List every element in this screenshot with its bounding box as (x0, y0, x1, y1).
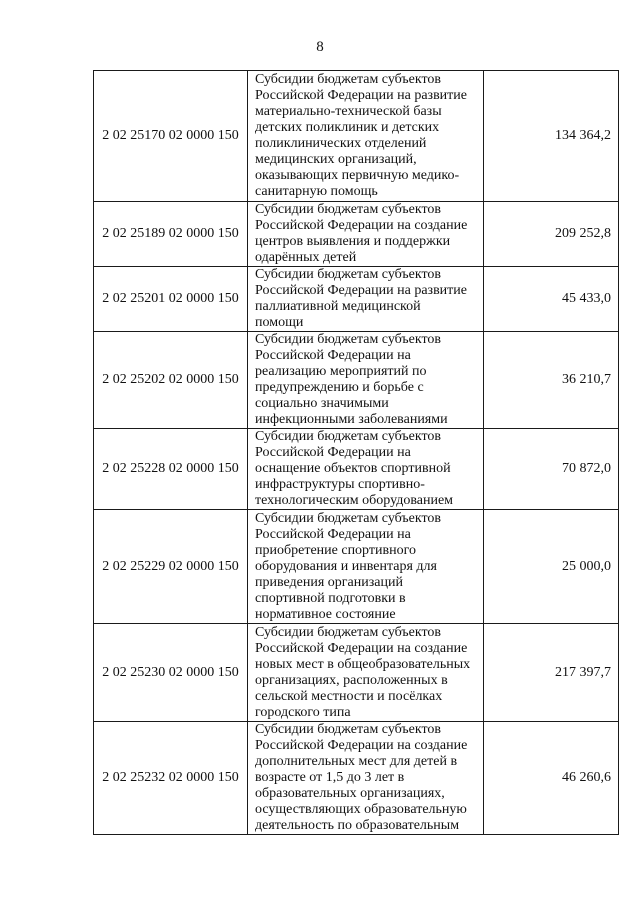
description-line: приобретение спортивного (255, 542, 416, 558)
amount: 134 364,2 (484, 71, 619, 202)
description-line: Российской Федерации на развитие (255, 283, 467, 298)
table-row (94, 624, 619, 722)
subsidy-description (248, 429, 484, 510)
table-row (94, 202, 619, 267)
description-line: Субсидии бюджетам субъектов (255, 510, 442, 526)
budget-code: 2 02 25232 02 0000 150 (94, 722, 248, 835)
table-row (94, 71, 619, 202)
description-line: дополнительных мест для детей в (255, 754, 458, 769)
description-line: детских поликлиник и детских (255, 120, 440, 135)
table-row (94, 722, 619, 835)
description-line: организациях, расположенных в (255, 672, 448, 688)
description-line: медицинских организаций, (255, 152, 417, 167)
description-line: помощи (255, 315, 304, 330)
description-line: Российской Федерации на (255, 526, 411, 542)
description-line: оснащение объектов спортивной (255, 461, 451, 476)
budget-code: 2 02 25229 02 0000 150 (94, 510, 248, 624)
description-line: инфраструктуры спортивно- (255, 477, 425, 492)
table-row (94, 510, 619, 624)
description-line: спортивной подготовки в (255, 590, 406, 606)
description-line: центров выявления и поддержки (255, 234, 451, 249)
description-line: реализацию мероприятий по (255, 364, 427, 379)
description-line: возрасте от 1,5 до 3 лет в (255, 770, 405, 785)
description-line: Субсидии бюджетам субъектов (255, 202, 442, 217)
amount: 36 210,7 (484, 332, 619, 429)
description-line: инфекционными заболеваниями (255, 412, 448, 427)
amount: 209 252,8 (484, 202, 619, 267)
description-line: оборудования и инвентаря для (255, 558, 437, 574)
amount: 45 433,0 (484, 267, 619, 332)
description-line: Российской Федерации на создание (255, 218, 468, 233)
table-row (94, 429, 619, 510)
description-line: Субсидии бюджетам субъектов (255, 722, 442, 737)
description-line: технологическим оборудованием (255, 493, 454, 508)
amount: 46 260,6 (484, 722, 619, 835)
description-line: образовательных организациях, (255, 786, 445, 801)
description-line: Российской Федерации на (255, 348, 411, 363)
description-line: одарённых детей (255, 250, 357, 265)
description-line: материально-технической базы (255, 104, 442, 119)
description-line: Субсидии бюджетам субъектов (255, 267, 442, 282)
subsidy-description (248, 267, 484, 332)
budget-table (93, 70, 619, 835)
budget-code: 2 02 25230 02 0000 150 (94, 624, 248, 722)
budget-code: 2 02 25202 02 0000 150 (94, 332, 248, 429)
amount: 25 000,0 (484, 510, 619, 624)
table-row (94, 267, 619, 332)
amount: 217 397,7 (484, 624, 619, 722)
description-line: сельской местности и посёлках (255, 688, 443, 704)
budget-code: 2 02 25170 02 0000 150 (94, 71, 248, 202)
description-line: Субсидии бюджетам субъектов (255, 429, 442, 444)
description-line: Субсидии бюджетам субъектов (255, 332, 442, 347)
subsidy-description (248, 202, 484, 267)
description-line: осуществляющих образовательную (255, 802, 467, 817)
description-line: предупреждению и борьбе с (255, 380, 424, 395)
description-line: Российской Федерации на развитие (255, 88, 467, 103)
description-line: новых мест в общеобразовательных (255, 656, 471, 672)
description-line: Российской Федерации на создание (255, 738, 468, 753)
subsidy-description (248, 722, 484, 835)
page-number: 8 (316, 39, 324, 55)
subsidy-description (248, 510, 484, 624)
amount: 70 872,0 (484, 429, 619, 510)
description-line: Субсидии бюджетам субъектов (255, 624, 442, 640)
subsidy-description (248, 71, 484, 202)
budget-code: 2 02 25228 02 0000 150 (94, 429, 248, 510)
description-line: городского типа (255, 704, 351, 720)
description-line: нормативное состояние (255, 606, 396, 622)
subsidy-description (248, 332, 484, 429)
description-line: паллиативной медицинской (255, 299, 421, 314)
budget-code: 2 02 25189 02 0000 150 (94, 202, 248, 267)
description-line: социально значимыми (255, 396, 389, 411)
table-row (94, 332, 619, 429)
description-line: оказывающих первичную медико- (255, 168, 460, 183)
description-line: Российской Федерации на (255, 445, 411, 460)
description-line: деятельность по образовательным (255, 818, 460, 833)
description-line: санитарную помощь (255, 184, 378, 199)
description-line: поликлинических отделений (255, 136, 427, 151)
description-line: Субсидии бюджетам субъектов (255, 72, 442, 87)
description-line: Российской Федерации на создание (255, 640, 468, 656)
budget-code: 2 02 25201 02 0000 150 (94, 267, 248, 332)
description-line: приведения организаций (255, 574, 403, 590)
subsidy-description (248, 624, 484, 722)
